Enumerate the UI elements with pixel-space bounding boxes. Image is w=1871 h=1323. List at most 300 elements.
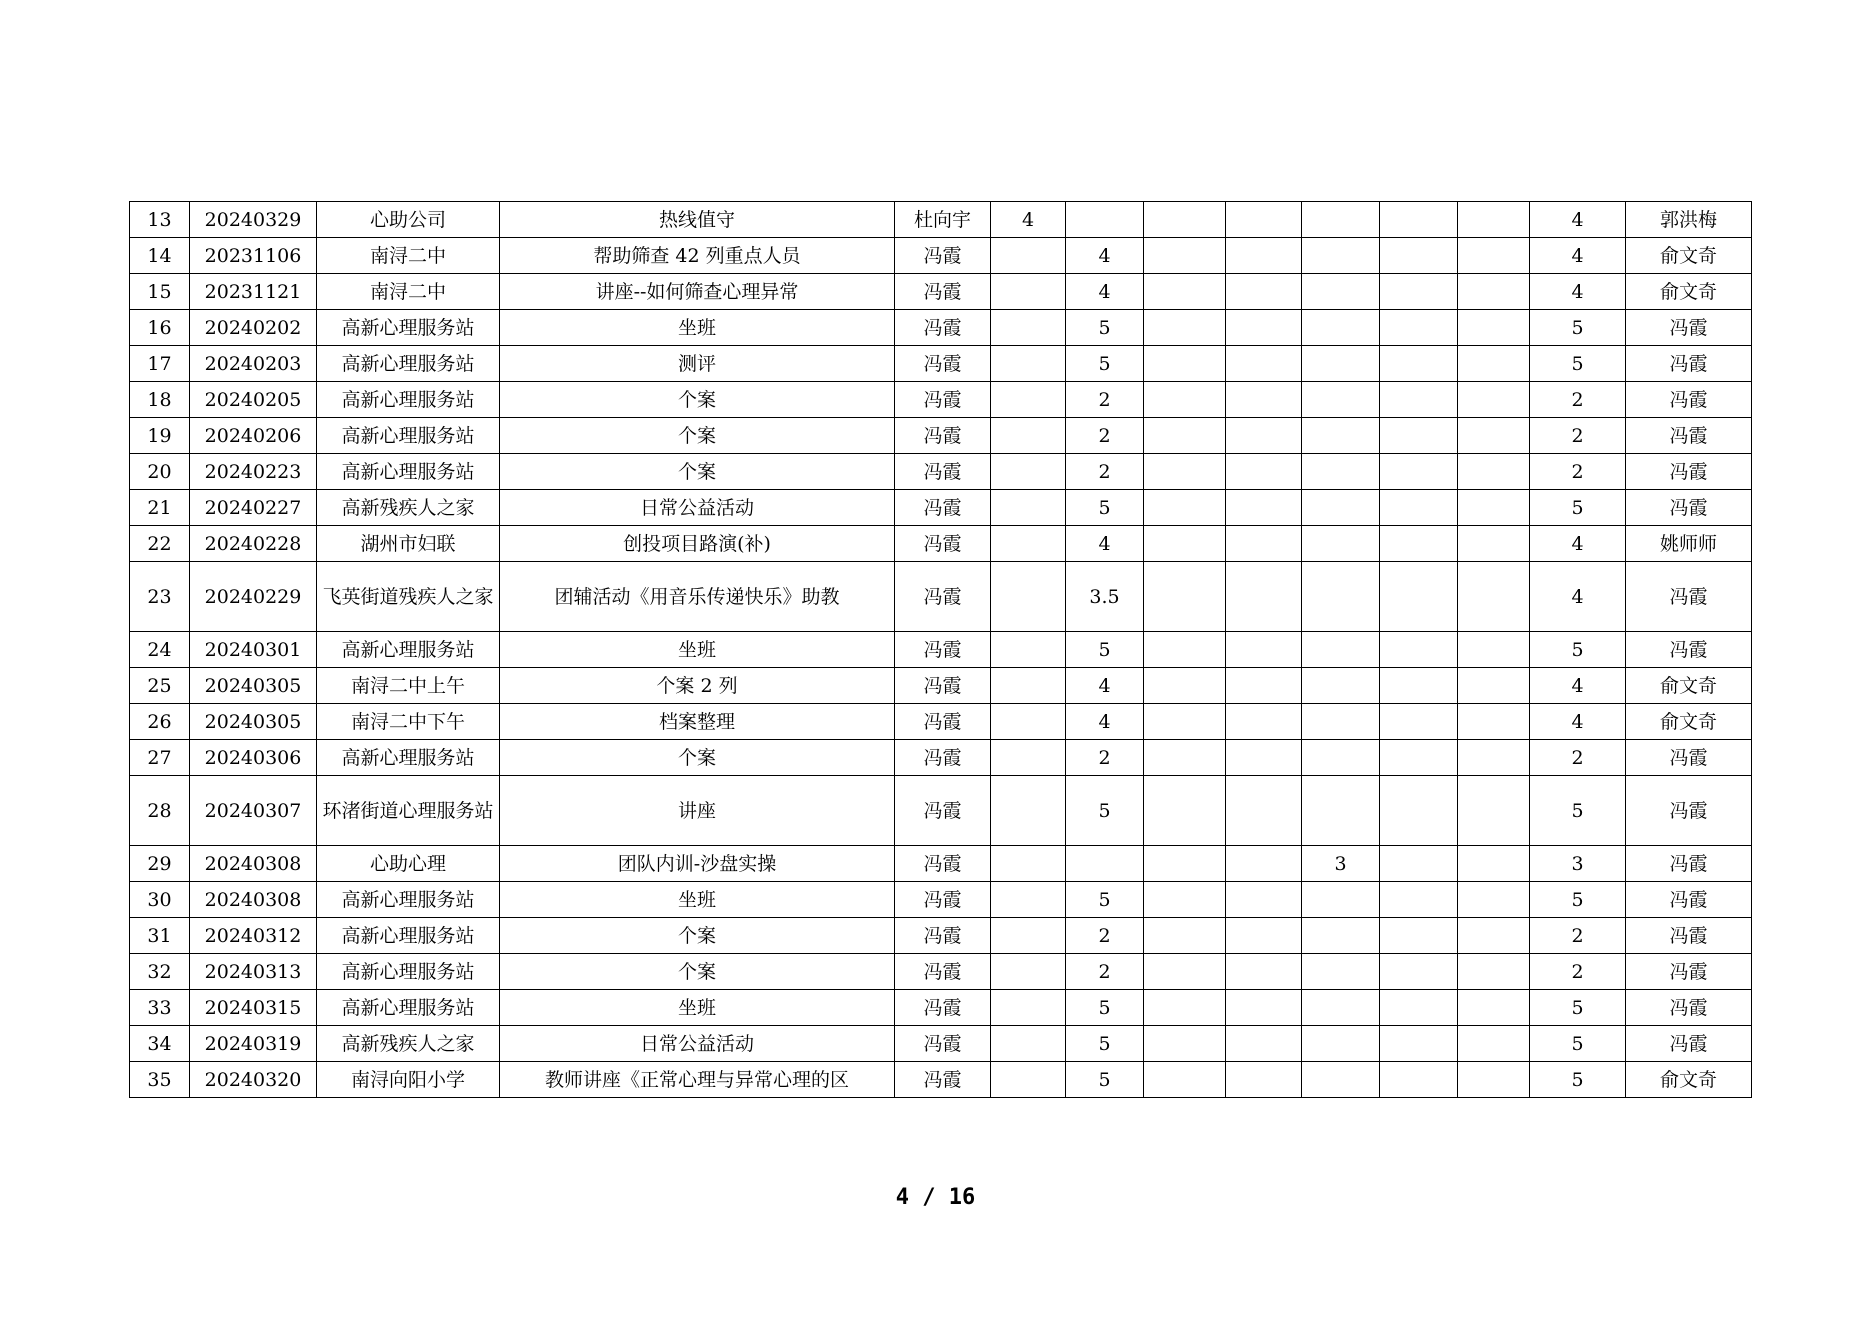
hours-col-3-cell bbox=[1144, 704, 1226, 740]
verifier-cell: 冯霞 bbox=[1626, 490, 1752, 526]
table-row bbox=[130, 704, 1752, 740]
verifier-cell: 冯霞 bbox=[1626, 454, 1752, 490]
hours-col-4-cell bbox=[1226, 202, 1302, 238]
hours-col-7-cell bbox=[1458, 274, 1530, 310]
hours-col-1-cell bbox=[991, 954, 1066, 990]
hours-col-4-cell bbox=[1226, 954, 1302, 990]
activity-cell: 讲座 bbox=[500, 776, 895, 846]
location-cell: 南浔二中 bbox=[317, 238, 500, 274]
hours-col-2-cell: 4 bbox=[1066, 274, 1144, 310]
date-cell: 20240319 bbox=[190, 1026, 317, 1062]
hours-col-7-cell bbox=[1458, 918, 1530, 954]
hours-col-4-cell bbox=[1226, 1026, 1302, 1062]
activity-cell: 个案 bbox=[500, 454, 895, 490]
hours-col-2-cell: 5 bbox=[1066, 1062, 1144, 1098]
date-cell: 20240203 bbox=[190, 346, 317, 382]
row-number-cell: 16 bbox=[130, 310, 190, 346]
row-number-cell: 20 bbox=[130, 454, 190, 490]
hours-col-1-cell bbox=[991, 740, 1066, 776]
staff-cell: 冯霞 bbox=[895, 740, 991, 776]
total-hours-cell: 2 bbox=[1530, 954, 1626, 990]
staff-cell: 冯霞 bbox=[895, 346, 991, 382]
location-cell: 湖州市妇联 bbox=[317, 526, 500, 562]
hours-col-3-cell bbox=[1144, 990, 1226, 1026]
activity-cell: 讲座--如何筛查心理异常 bbox=[500, 274, 895, 310]
hours-col-7-cell bbox=[1458, 1062, 1530, 1098]
hours-col-2-cell: 2 bbox=[1066, 918, 1144, 954]
hours-col-1-cell bbox=[991, 1062, 1066, 1098]
location-cell: 南浔二中上午 bbox=[317, 668, 500, 704]
table-row bbox=[130, 562, 1752, 632]
hours-col-4-cell bbox=[1226, 668, 1302, 704]
verifier-cell: 冯霞 bbox=[1626, 776, 1752, 846]
table-row bbox=[130, 776, 1752, 846]
verifier-cell: 俞文奇 bbox=[1626, 238, 1752, 274]
hours-col-1-cell bbox=[991, 274, 1066, 310]
hours-col-1-cell bbox=[991, 668, 1066, 704]
table-row bbox=[130, 346, 1752, 382]
hours-col-4-cell bbox=[1226, 632, 1302, 668]
date-cell: 20240329 bbox=[190, 202, 317, 238]
verifier-cell: 冯霞 bbox=[1626, 346, 1752, 382]
verifier-cell: 冯霞 bbox=[1626, 954, 1752, 990]
hours-col-5-cell bbox=[1302, 776, 1380, 846]
hours-col-5-cell bbox=[1302, 310, 1380, 346]
activity-cell: 帮助筛查 42 列重点人员 bbox=[500, 238, 895, 274]
hours-col-4-cell bbox=[1226, 526, 1302, 562]
date-cell: 20240315 bbox=[190, 990, 317, 1026]
location-cell: 高新残疾人之家 bbox=[317, 490, 500, 526]
hours-col-5-cell bbox=[1302, 526, 1380, 562]
hours-col-3-cell bbox=[1144, 776, 1226, 846]
hours-col-4-cell bbox=[1226, 382, 1302, 418]
hours-col-2-cell bbox=[1066, 846, 1144, 882]
hours-col-3-cell bbox=[1144, 632, 1226, 668]
staff-cell: 冯霞 bbox=[895, 954, 991, 990]
hours-col-7-cell bbox=[1458, 846, 1530, 882]
location-cell: 南浔二中下午 bbox=[317, 704, 500, 740]
row-number-cell: 32 bbox=[130, 954, 190, 990]
total-hours-cell: 4 bbox=[1530, 562, 1626, 632]
total-hours-cell: 5 bbox=[1530, 990, 1626, 1026]
hours-col-3-cell bbox=[1144, 202, 1226, 238]
hours-col-6-cell bbox=[1380, 526, 1458, 562]
activity-cell: 个案 bbox=[500, 418, 895, 454]
staff-cell: 冯霞 bbox=[895, 562, 991, 632]
hours-col-5-cell bbox=[1302, 454, 1380, 490]
hours-col-6-cell bbox=[1380, 704, 1458, 740]
table-row bbox=[130, 740, 1752, 776]
hours-col-6-cell bbox=[1380, 632, 1458, 668]
hours-col-7-cell bbox=[1458, 562, 1530, 632]
date-cell: 20240313 bbox=[190, 954, 317, 990]
row-number-cell: 34 bbox=[130, 1026, 190, 1062]
date-cell: 20240305 bbox=[190, 668, 317, 704]
row-number-cell: 35 bbox=[130, 1062, 190, 1098]
date-cell: 20240305 bbox=[190, 704, 317, 740]
verifier-cell: 郭洪梅 bbox=[1626, 202, 1752, 238]
activity-cell: 坐班 bbox=[500, 632, 895, 668]
hours-col-6-cell bbox=[1380, 490, 1458, 526]
hours-col-2-cell: 2 bbox=[1066, 454, 1144, 490]
hours-col-3-cell bbox=[1144, 346, 1226, 382]
hours-col-5-cell bbox=[1302, 274, 1380, 310]
hours-col-2-cell: 4 bbox=[1066, 668, 1144, 704]
activity-cell: 创投项目路演(补) bbox=[500, 526, 895, 562]
hours-col-2-cell: 5 bbox=[1066, 1026, 1144, 1062]
table-row bbox=[130, 1062, 1752, 1098]
hours-col-4-cell bbox=[1226, 882, 1302, 918]
hours-col-4-cell bbox=[1226, 310, 1302, 346]
hours-col-3-cell bbox=[1144, 846, 1226, 882]
row-number-cell: 33 bbox=[130, 990, 190, 1026]
total-hours-cell: 2 bbox=[1530, 418, 1626, 454]
total-hours-cell: 5 bbox=[1530, 776, 1626, 846]
date-cell: 20240308 bbox=[190, 882, 317, 918]
row-number-cell: 31 bbox=[130, 918, 190, 954]
activity-cell: 坐班 bbox=[500, 990, 895, 1026]
hours-col-1-cell bbox=[991, 918, 1066, 954]
staff-cell: 冯霞 bbox=[895, 776, 991, 846]
row-number-cell: 14 bbox=[130, 238, 190, 274]
hours-col-1-cell bbox=[991, 454, 1066, 490]
date-cell: 20231121 bbox=[190, 274, 317, 310]
hours-col-5-cell bbox=[1302, 954, 1380, 990]
hours-col-2-cell: 2 bbox=[1066, 954, 1144, 990]
location-cell: 高新残疾人之家 bbox=[317, 1026, 500, 1062]
hours-col-4-cell bbox=[1226, 490, 1302, 526]
hours-col-5-cell bbox=[1302, 918, 1380, 954]
row-number-cell: 17 bbox=[130, 346, 190, 382]
hours-col-1-cell bbox=[991, 346, 1066, 382]
total-hours-cell: 2 bbox=[1530, 382, 1626, 418]
hours-col-5-cell bbox=[1302, 632, 1380, 668]
total-hours-cell: 4 bbox=[1530, 202, 1626, 238]
hours-col-1-cell bbox=[991, 704, 1066, 740]
total-hours-cell: 4 bbox=[1530, 526, 1626, 562]
total-hours-cell: 2 bbox=[1530, 918, 1626, 954]
hours-col-3-cell bbox=[1144, 1026, 1226, 1062]
hours-col-3-cell bbox=[1144, 382, 1226, 418]
hours-col-5-cell bbox=[1302, 1026, 1380, 1062]
hours-col-6-cell bbox=[1380, 918, 1458, 954]
hours-col-7-cell bbox=[1458, 882, 1530, 918]
hours-col-3-cell bbox=[1144, 562, 1226, 632]
hours-col-4-cell bbox=[1226, 776, 1302, 846]
hours-col-3-cell bbox=[1144, 454, 1226, 490]
verifier-cell: 冯霞 bbox=[1626, 740, 1752, 776]
location-cell: 高新心理服务站 bbox=[317, 990, 500, 1026]
verifier-cell: 冯霞 bbox=[1626, 562, 1752, 632]
staff-cell: 冯霞 bbox=[895, 990, 991, 1026]
hours-col-6-cell bbox=[1380, 668, 1458, 704]
activity-cell: 个案 bbox=[500, 954, 895, 990]
date-cell: 20240202 bbox=[190, 310, 317, 346]
hours-col-1-cell bbox=[991, 418, 1066, 454]
location-cell: 心助心理 bbox=[317, 846, 500, 882]
hours-col-7-cell bbox=[1458, 202, 1530, 238]
hours-col-1-cell bbox=[991, 1026, 1066, 1062]
hours-col-3-cell bbox=[1144, 238, 1226, 274]
activity-cell: 日常公益活动 bbox=[500, 1026, 895, 1062]
total-hours-cell: 3 bbox=[1530, 846, 1626, 882]
activity-cell: 测评 bbox=[500, 346, 895, 382]
date-cell: 20240227 bbox=[190, 490, 317, 526]
row-number-cell: 21 bbox=[130, 490, 190, 526]
hours-col-6-cell bbox=[1380, 346, 1458, 382]
hours-col-4-cell bbox=[1226, 238, 1302, 274]
staff-cell: 冯霞 bbox=[895, 632, 991, 668]
date-cell: 20240206 bbox=[190, 418, 317, 454]
verifier-cell: 冯霞 bbox=[1626, 990, 1752, 1026]
hours-col-2-cell: 5 bbox=[1066, 776, 1144, 846]
hours-col-3-cell bbox=[1144, 1062, 1226, 1098]
hours-col-1-cell bbox=[991, 632, 1066, 668]
hours-col-6-cell bbox=[1380, 562, 1458, 632]
hours-col-1-cell bbox=[991, 382, 1066, 418]
total-hours-cell: 5 bbox=[1530, 882, 1626, 918]
hours-col-2-cell bbox=[1066, 202, 1144, 238]
hours-col-4-cell bbox=[1226, 418, 1302, 454]
activity-cell: 团队内训-沙盘实操 bbox=[500, 846, 895, 882]
total-hours-cell: 5 bbox=[1530, 310, 1626, 346]
row-number-cell: 29 bbox=[130, 846, 190, 882]
activity-cell: 个案 bbox=[500, 382, 895, 418]
hours-col-7-cell bbox=[1458, 454, 1530, 490]
hours-col-5-cell bbox=[1302, 990, 1380, 1026]
hours-col-7-cell bbox=[1458, 382, 1530, 418]
hours-col-3-cell bbox=[1144, 310, 1226, 346]
hours-col-2-cell: 4 bbox=[1066, 238, 1144, 274]
hours-col-2-cell: 4 bbox=[1066, 526, 1144, 562]
hours-col-2-cell: 5 bbox=[1066, 310, 1144, 346]
hours-col-7-cell bbox=[1458, 668, 1530, 704]
table-row bbox=[130, 454, 1752, 490]
hours-col-6-cell bbox=[1380, 776, 1458, 846]
location-cell: 高新心理服务站 bbox=[317, 632, 500, 668]
total-hours-cell: 5 bbox=[1530, 490, 1626, 526]
hours-col-7-cell bbox=[1458, 418, 1530, 454]
hours-col-7-cell bbox=[1458, 346, 1530, 382]
location-cell: 高新心理服务站 bbox=[317, 382, 500, 418]
table-row bbox=[130, 846, 1752, 882]
total-hours-cell: 2 bbox=[1530, 740, 1626, 776]
total-hours-cell: 2 bbox=[1530, 454, 1626, 490]
hours-col-5-cell bbox=[1302, 562, 1380, 632]
hours-col-3-cell bbox=[1144, 418, 1226, 454]
location-cell: 高新心理服务站 bbox=[317, 346, 500, 382]
table-row bbox=[130, 310, 1752, 346]
hours-col-2-cell: 5 bbox=[1066, 346, 1144, 382]
hours-col-7-cell bbox=[1458, 954, 1530, 990]
staff-cell: 冯霞 bbox=[895, 704, 991, 740]
location-cell: 南浔二中 bbox=[317, 274, 500, 310]
staff-cell: 冯霞 bbox=[895, 382, 991, 418]
date-cell: 20240312 bbox=[190, 918, 317, 954]
hours-col-4-cell bbox=[1226, 740, 1302, 776]
date-cell: 20240223 bbox=[190, 454, 317, 490]
table-row bbox=[130, 918, 1752, 954]
hours-col-5-cell bbox=[1302, 382, 1380, 418]
location-cell: 环渚街道心理服务站 bbox=[317, 776, 500, 846]
date-cell: 20240301 bbox=[190, 632, 317, 668]
hours-col-3-cell bbox=[1144, 274, 1226, 310]
location-cell: 南浔向阳小学 bbox=[317, 1062, 500, 1098]
date-cell: 20240306 bbox=[190, 740, 317, 776]
hours-col-5-cell: 3 bbox=[1302, 846, 1380, 882]
table-row bbox=[130, 202, 1752, 238]
verifier-cell: 俞文奇 bbox=[1626, 704, 1752, 740]
row-number-cell: 23 bbox=[130, 562, 190, 632]
staff-cell: 冯霞 bbox=[895, 1062, 991, 1098]
hours-col-3-cell bbox=[1144, 882, 1226, 918]
hours-col-5-cell bbox=[1302, 490, 1380, 526]
hours-col-7-cell bbox=[1458, 238, 1530, 274]
hours-col-6-cell bbox=[1380, 882, 1458, 918]
activity-cell: 坐班 bbox=[500, 882, 895, 918]
location-cell: 高新心理服务站 bbox=[317, 310, 500, 346]
hours-col-1-cell bbox=[991, 776, 1066, 846]
hours-col-4-cell bbox=[1226, 846, 1302, 882]
total-hours-cell: 4 bbox=[1530, 274, 1626, 310]
hours-col-2-cell: 5 bbox=[1066, 490, 1144, 526]
hours-col-2-cell: 2 bbox=[1066, 740, 1144, 776]
hours-col-6-cell bbox=[1380, 954, 1458, 990]
hours-col-6-cell bbox=[1380, 274, 1458, 310]
verifier-cell: 冯霞 bbox=[1626, 918, 1752, 954]
hours-col-1-cell bbox=[991, 526, 1066, 562]
total-hours-cell: 5 bbox=[1530, 1062, 1626, 1098]
hours-col-6-cell bbox=[1380, 990, 1458, 1026]
activity-cell: 个案 bbox=[500, 740, 895, 776]
hours-col-2-cell: 3.5 bbox=[1066, 562, 1144, 632]
total-hours-cell: 5 bbox=[1530, 346, 1626, 382]
table-row bbox=[130, 418, 1752, 454]
hours-col-5-cell bbox=[1302, 202, 1380, 238]
location-cell: 高新心理服务站 bbox=[317, 954, 500, 990]
verifier-cell: 俞文奇 bbox=[1626, 1062, 1752, 1098]
activity-cell: 个案 2 列 bbox=[500, 668, 895, 704]
date-cell: 20240320 bbox=[190, 1062, 317, 1098]
hours-col-3-cell bbox=[1144, 526, 1226, 562]
hours-col-5-cell bbox=[1302, 668, 1380, 704]
date-cell: 20240308 bbox=[190, 846, 317, 882]
activity-cell: 团辅活动《用音乐传递快乐》助教 bbox=[500, 562, 895, 632]
hours-col-7-cell bbox=[1458, 990, 1530, 1026]
hours-col-7-cell bbox=[1458, 526, 1530, 562]
hours-col-3-cell bbox=[1144, 954, 1226, 990]
hours-col-4-cell bbox=[1226, 918, 1302, 954]
hours-col-3-cell bbox=[1144, 490, 1226, 526]
table-row bbox=[130, 1026, 1752, 1062]
hours-col-6-cell bbox=[1380, 1026, 1458, 1062]
row-number-cell: 22 bbox=[130, 526, 190, 562]
table-row bbox=[130, 238, 1752, 274]
staff-cell: 冯霞 bbox=[895, 882, 991, 918]
staff-cell: 冯霞 bbox=[895, 238, 991, 274]
total-hours-cell: 4 bbox=[1530, 238, 1626, 274]
hours-col-2-cell: 5 bbox=[1066, 990, 1144, 1026]
staff-cell: 冯霞 bbox=[895, 490, 991, 526]
table-row bbox=[130, 954, 1752, 990]
row-number-cell: 28 bbox=[130, 776, 190, 846]
verifier-cell: 冯霞 bbox=[1626, 632, 1752, 668]
location-cell: 高新心理服务站 bbox=[317, 454, 500, 490]
activity-log-table bbox=[129, 201, 1752, 1098]
table-row bbox=[130, 490, 1752, 526]
staff-cell: 冯霞 bbox=[895, 454, 991, 490]
hours-col-1-cell bbox=[991, 990, 1066, 1026]
row-number-cell: 24 bbox=[130, 632, 190, 668]
verifier-cell: 俞文奇 bbox=[1626, 274, 1752, 310]
table-row bbox=[130, 274, 1752, 310]
row-number-cell: 13 bbox=[130, 202, 190, 238]
date-cell: 20240228 bbox=[190, 526, 317, 562]
table-row bbox=[130, 526, 1752, 562]
hours-col-4-cell bbox=[1226, 1062, 1302, 1098]
staff-cell: 杜向宇 bbox=[895, 202, 991, 238]
hours-col-7-cell bbox=[1458, 704, 1530, 740]
row-number-cell: 18 bbox=[130, 382, 190, 418]
activity-cell: 个案 bbox=[500, 918, 895, 954]
hours-col-1-cell bbox=[991, 562, 1066, 632]
staff-cell: 冯霞 bbox=[895, 918, 991, 954]
hours-col-2-cell: 5 bbox=[1066, 882, 1144, 918]
hours-col-4-cell bbox=[1226, 704, 1302, 740]
verifier-cell: 冯霞 bbox=[1626, 1026, 1752, 1062]
hours-col-2-cell: 2 bbox=[1066, 418, 1144, 454]
table-row bbox=[130, 990, 1752, 1026]
hours-col-6-cell bbox=[1380, 310, 1458, 346]
hours-col-1-cell: 4 bbox=[991, 202, 1066, 238]
activity-cell: 日常公益活动 bbox=[500, 490, 895, 526]
row-number-cell: 15 bbox=[130, 274, 190, 310]
location-cell: 飞英街道残疾人之家 bbox=[317, 562, 500, 632]
verifier-cell: 姚师师 bbox=[1626, 526, 1752, 562]
location-cell: 高新心理服务站 bbox=[317, 740, 500, 776]
location-cell: 高新心理服务站 bbox=[317, 918, 500, 954]
hours-col-4-cell bbox=[1226, 274, 1302, 310]
hours-col-5-cell bbox=[1302, 704, 1380, 740]
hours-col-3-cell bbox=[1144, 918, 1226, 954]
verifier-cell: 冯霞 bbox=[1626, 382, 1752, 418]
location-cell: 心助公司 bbox=[317, 202, 500, 238]
table-row bbox=[130, 632, 1752, 668]
staff-cell: 冯霞 bbox=[895, 846, 991, 882]
staff-cell: 冯霞 bbox=[895, 310, 991, 346]
verifier-cell: 冯霞 bbox=[1626, 846, 1752, 882]
hours-col-3-cell bbox=[1144, 668, 1226, 704]
hours-col-2-cell: 4 bbox=[1066, 704, 1144, 740]
total-hours-cell: 5 bbox=[1530, 1026, 1626, 1062]
staff-cell: 冯霞 bbox=[895, 418, 991, 454]
row-number-cell: 26 bbox=[130, 704, 190, 740]
staff-cell: 冯霞 bbox=[895, 668, 991, 704]
total-hours-cell: 4 bbox=[1530, 704, 1626, 740]
table-row bbox=[130, 882, 1752, 918]
verifier-cell: 冯霞 bbox=[1626, 310, 1752, 346]
hours-col-1-cell bbox=[991, 490, 1066, 526]
hours-col-3-cell bbox=[1144, 740, 1226, 776]
hours-col-4-cell bbox=[1226, 346, 1302, 382]
staff-cell: 冯霞 bbox=[895, 526, 991, 562]
hours-col-5-cell bbox=[1302, 740, 1380, 776]
hours-col-7-cell bbox=[1458, 740, 1530, 776]
activity-cell: 热线值守 bbox=[500, 202, 895, 238]
hours-col-6-cell bbox=[1380, 454, 1458, 490]
row-number-cell: 27 bbox=[130, 740, 190, 776]
hours-col-7-cell bbox=[1458, 632, 1530, 668]
